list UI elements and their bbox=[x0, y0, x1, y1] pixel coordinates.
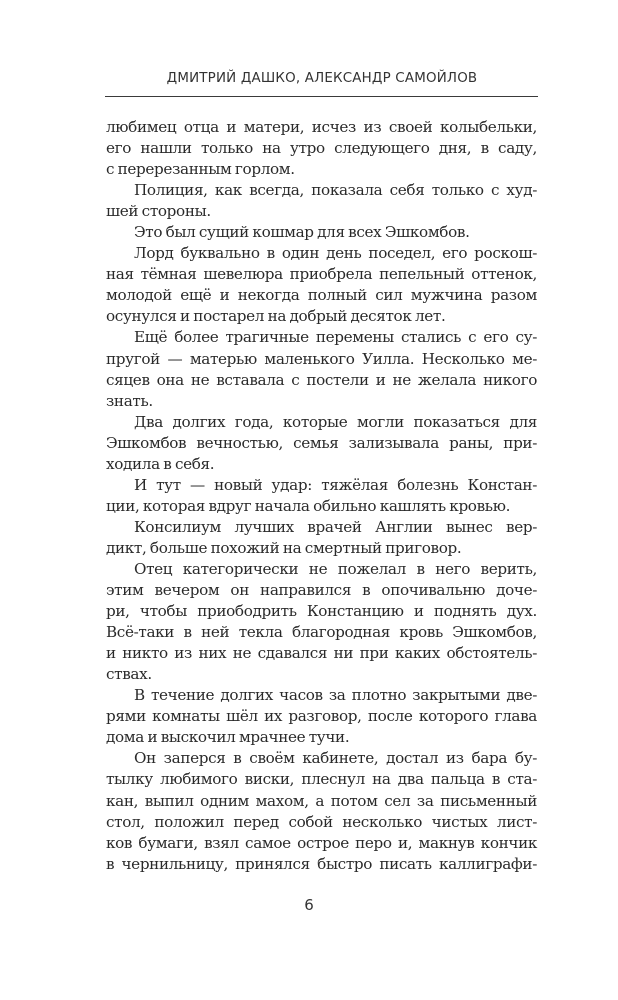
text-line: Он заперся в своём кабинете, достал из бара бу- bbox=[134, 749, 537, 768]
running-head: ДМИТРИЙ ДАШКО, АЛЕКСАНДР САМОЙЛОВ bbox=[166, 71, 478, 86]
text-line: стол, положил перед собой несколько чистых лист- bbox=[106, 812, 537, 831]
text-line: ри, чтобы приободрить Констанцию и поднять дух. bbox=[106, 602, 537, 621]
text-line: кан, выпил одним махом, а потом сел за письменный bbox=[106, 791, 537, 810]
text-line: ствах. bbox=[106, 665, 152, 684]
text-line: знать. bbox=[106, 391, 153, 410]
text-line: любимец отца и матери, исчез из своей колыбельки, bbox=[106, 118, 537, 136]
text-line: сяцев она не вставала с постели и не желала никого bbox=[106, 370, 537, 389]
text-line: ции, которая вдруг начала обильно кашлять кровью. bbox=[106, 496, 511, 515]
text-line: шей стороны. bbox=[106, 202, 211, 221]
text-line: Отец категорически не пожелал в него верить, bbox=[134, 559, 537, 578]
text-line: с перерезанным горлом. bbox=[106, 160, 295, 179]
text-line: рями комнаты шёл их разговор, после которого глава bbox=[106, 707, 537, 726]
text-line: его нашли только на утро следующего дня, в саду, bbox=[106, 139, 537, 158]
text-line: И тут — новый удар: тяжёлая болезнь Констан- bbox=[134, 475, 537, 494]
text-line: Лорд буквально в один день поседел, его роскош- bbox=[134, 244, 537, 263]
text-line: В течение долгих часов за плотно закрытыми две- bbox=[134, 686, 537, 705]
text-line: Эшкомбов вечностью, семья зализывала раны, при- bbox=[106, 433, 537, 452]
text-line: ков бумаги, взял самое острое перо и, макнув кончик bbox=[106, 833, 537, 852]
body-text bbox=[106, 117, 537, 875]
text-line: Два долгих года, которые могли показаться для bbox=[134, 412, 537, 431]
text-line: в чернильницу, принялся быстро писать каллиграфи- bbox=[106, 854, 537, 873]
text-line: Это был сущий кошмар для всех Эшкомбов. bbox=[134, 223, 470, 242]
page-number: 6 bbox=[304, 896, 314, 914]
text-line: молодой ещё и некогда полный сил мужчина разом bbox=[106, 286, 537, 305]
text-line: дикт, больше похожий на смертный приговор. bbox=[106, 538, 462, 557]
text-line: Ещё более трагичные перемены стались с его су- bbox=[134, 328, 537, 347]
text-line: ная тёмная шевелюра приобрела пепельный оттенок, bbox=[106, 265, 537, 284]
text-line: Всё-таки в ней текла благородная кровь Эшкомбов, bbox=[106, 623, 537, 642]
text-line: Консилиум лучших врачей Англии вынес вер- bbox=[134, 517, 537, 536]
header-rule bbox=[105, 96, 538, 97]
text-line: ходила в себя. bbox=[106, 454, 215, 473]
text-line: осунулся и постарел на добрый десяток лет. bbox=[106, 307, 446, 326]
text-line: пругой — матерью маленького Уилла. Несколько ме- bbox=[106, 349, 537, 368]
text-line: Полиция, как всегда, показала себя только с худ- bbox=[134, 181, 537, 200]
text-line: тылку любимого виски, плеснул на два пальца в ста- bbox=[106, 770, 537, 789]
text-line: этим вечером он направился в опочивальню доче- bbox=[106, 581, 537, 600]
text-line: дома и выскочил мрачнее тучи. bbox=[106, 728, 350, 747]
text-line: и никто из них не сдавался ни при каких обстоятель- bbox=[106, 644, 537, 663]
